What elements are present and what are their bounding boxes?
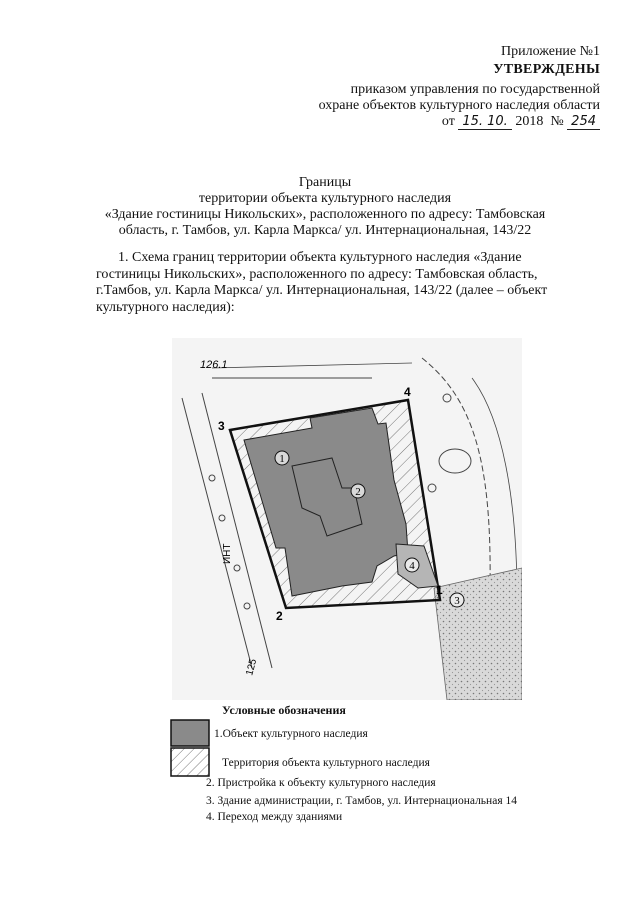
order-line-1: приказом управления по государственной <box>350 82 600 97</box>
order-line-2: охране объектов культурного наследия области <box>318 98 600 113</box>
paragraph-line-2: гостиницы Никольских», расположенного по адресу: Тамбовская область, <box>96 266 538 282</box>
approved-label: УТВЕРЖДЕНЫ <box>493 62 600 77</box>
legend-territory-swatch <box>171 748 209 776</box>
legend-item-passage: 4. Переход между зданиями <box>206 811 343 823</box>
object-label-3 <box>450 593 464 607</box>
handwritten-date: 15. 10. <box>458 114 511 130</box>
doc-title-line-4: область, г. Тамбов, ул. Карла Маркса/ ул. Интернациональная, 143/22 <box>118 223 532 238</box>
order-year: 2018 <box>515 114 544 129</box>
svg-text:1: 1 <box>279 453 285 465</box>
handwritten-number: 254 <box>567 114 600 130</box>
scheme-paragraph <box>96 250 596 316</box>
appendix-label: Приложение №1 <box>501 44 600 59</box>
paragraph-line-1: 1. Схема границ территории объекта культурного наследия «Здание <box>118 250 522 265</box>
date-prefix: от <box>441 114 455 129</box>
svg-text:4: 4 <box>409 560 415 572</box>
number-prefix: № <box>550 114 564 129</box>
doc-title: Границы <box>298 175 352 190</box>
order-date-line <box>442 114 600 130</box>
object-label-1 <box>275 451 289 465</box>
doc-title-line-3: «Здание гостиницы Никольских», расположенного по адресу: Тамбовская <box>104 207 546 222</box>
legend-title: Условные обозначения <box>222 703 346 717</box>
legend-item-object: 1.Объект культурного наследия <box>214 728 368 740</box>
object-label-2 <box>351 484 365 498</box>
street-number-label: 125 <box>244 657 260 677</box>
elevation-label: 126.1 <box>200 359 228 371</box>
legend-item-extension: 2. Пристройка к объекту культурного наследия <box>206 777 436 789</box>
legend-item-administration: 3. Здание администрации, г. Тамбов, ул. Интернациональная 14 <box>206 795 517 807</box>
paragraph-line-4: культурного наследия): <box>96 299 235 315</box>
svg-text:3: 3 <box>454 595 460 607</box>
corner-label-3: 3 <box>218 419 225 433</box>
boundary-map <box>172 338 522 700</box>
corner-label-4: 4 <box>404 385 411 399</box>
corner-label-2: 2 <box>276 609 283 623</box>
doc-title-line-2: территории объекта культурного наследия <box>198 191 452 206</box>
legend-swatches <box>167 716 213 778</box>
svg-text:2: 2 <box>355 486 361 498</box>
administration-area <box>434 568 522 700</box>
paragraph-line-3: г.Тамбов, ул. Карла Маркса/ ул. Интернациональная, 143/22 (далее – объект <box>96 283 548 298</box>
legend-item-territory: Территория объекта культурного наследия <box>222 757 430 769</box>
corner-label-1: 1 <box>436 583 443 597</box>
legend-object-swatch <box>171 720 209 746</box>
object-label-4 <box>405 558 419 572</box>
street-label: ИНТ <box>222 543 233 564</box>
